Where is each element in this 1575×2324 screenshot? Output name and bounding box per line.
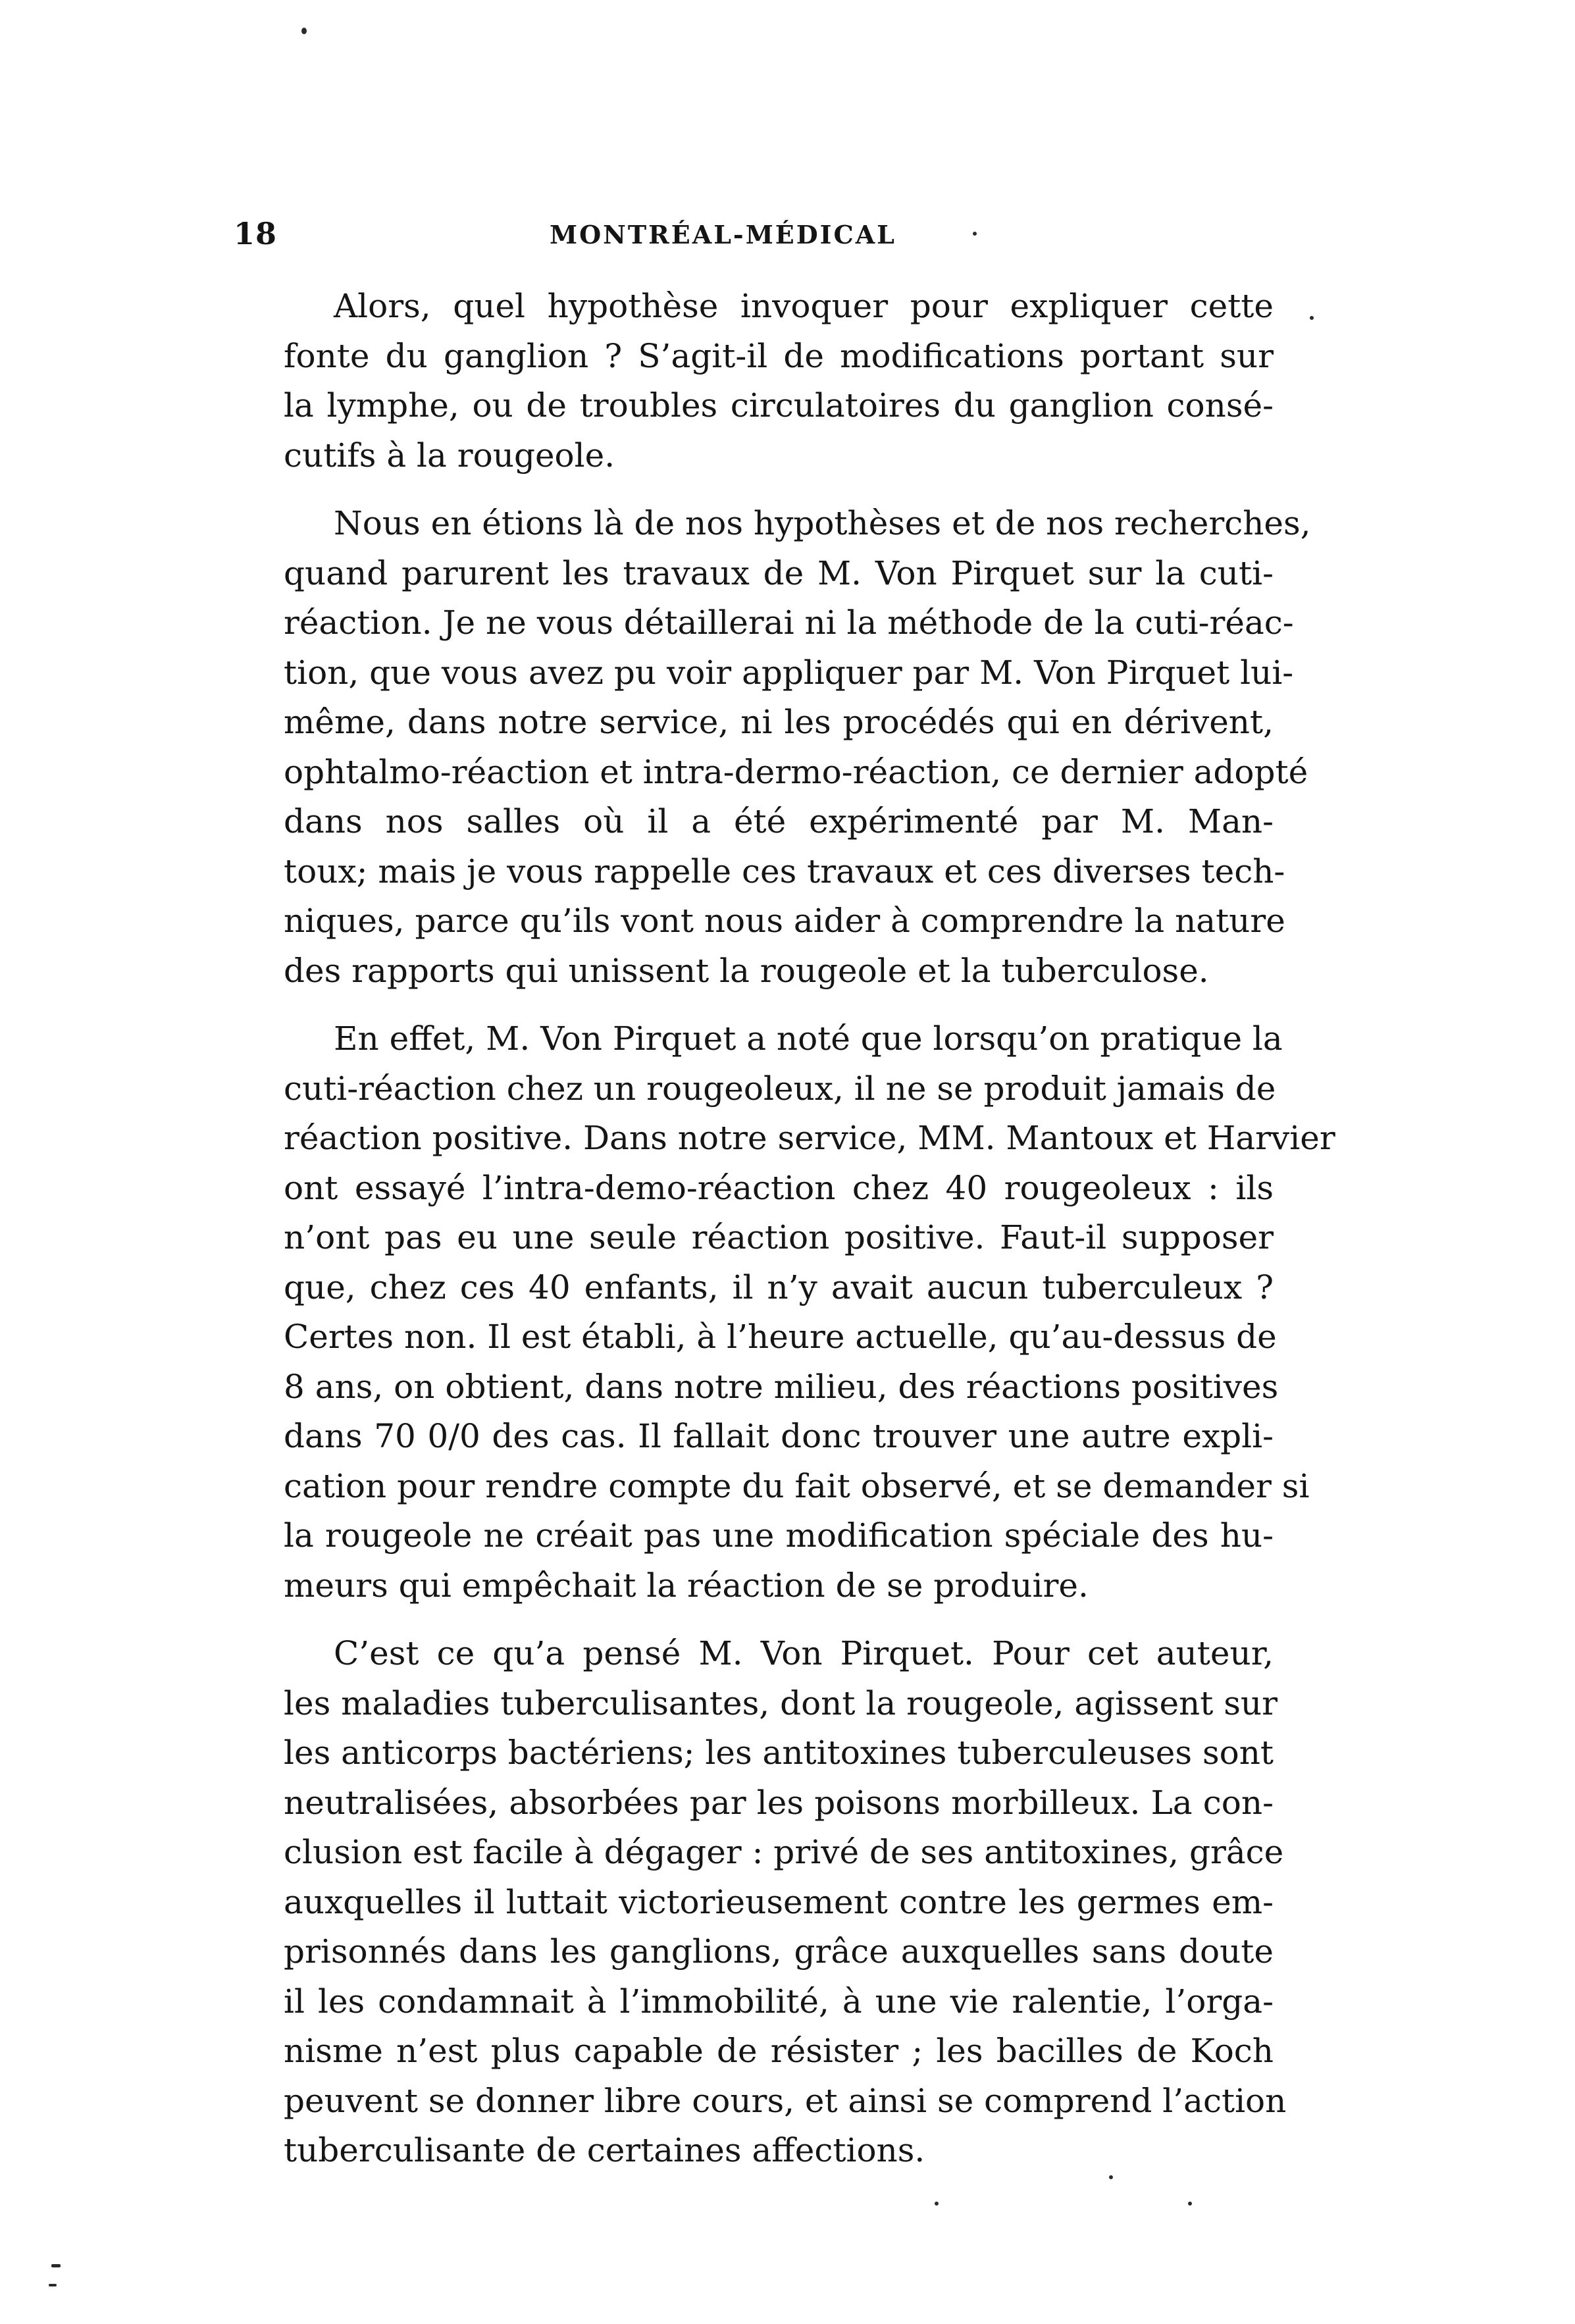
paragraph-2 (234, 499, 1311, 996)
text-line: cation pour rendre compte du fait observé, et se demander si (284, 1466, 1310, 1505)
scan-speck (1109, 2175, 1113, 2179)
text-line: n’ont pas eu une seule réaction positive. Faut-il supposer (284, 1218, 1274, 1256)
text-line: dans 70 0/0 des cas. Il fallait donc trouver une autre expli- (284, 1417, 1274, 1455)
text-line: Alors, quel hypothèse invoquer pour expliquer cette (334, 287, 1274, 325)
text-line: la rougeole ne créait pas une modification spéciale des hu- (284, 1516, 1274, 1555)
text-line: il les condamnait à l’immobilité, à une vie ralentie, l’orga- (284, 1982, 1274, 2021)
text-line: nisme n’est plus capable de résister ; les bacilles de Koch (284, 2032, 1274, 2070)
text-line: neutralisées, absorbées par les poisons morbilleux. La con- (284, 1783, 1274, 1822)
scan-speck (49, 2284, 57, 2286)
text-line: même, dans notre service, ni les procédés qui en dérivent, (284, 703, 1274, 741)
scan-speck (1310, 316, 1314, 320)
text-line: Certes non. Il est établi, à l’heure actuelle, qu’au-dessus de (284, 1318, 1277, 1356)
text-line: réaction positive. Dans notre service, MM. Mantoux et Harvier (284, 1119, 1335, 1157)
text-line: ophtalmo-réaction et intra-dermo-réaction, ce dernier adopté (284, 752, 1308, 791)
text-line: meurs qui empêchait la réaction de se produire. (284, 1566, 1089, 1605)
text-line: quand parurent les travaux de M. Von Pirquet sur la cuti- (284, 554, 1274, 592)
text-line: Nous en étions là de nos hypothèses et de nos recherches, (334, 504, 1311, 542)
page-number: 18 (234, 216, 278, 251)
text-line: les anticorps bactériens; les antitoxines tuberculeuses sont (284, 1734, 1274, 1772)
text-line: cutifs à la rougeole. (284, 436, 615, 475)
text-line: prisonnés dans les ganglions, grâce auxquelles sans doute (284, 1932, 1274, 1971)
text-line: 8 ans, on obtient, dans notre milieu, des réactions positives (284, 1367, 1279, 1406)
text-line: la lymphe, ou de troubles circulatoires du ganglion consé- (284, 386, 1274, 425)
text-line: dans nos salles où il a été expérimenté par M. Man- (284, 802, 1274, 840)
text-line: réaction. Je ne vous détaillerai ni la méthode de la cuti-réac- (284, 604, 1294, 642)
scan-speck (1188, 2202, 1192, 2206)
scan-speck (973, 232, 977, 236)
text-line: les maladies tuberculisantes, dont la rougeole, agissent sur (284, 1684, 1278, 1722)
paragraph-3 (234, 1014, 1335, 1611)
text-line: auxquelles il luttait victorieusement contre les germes em- (284, 1882, 1274, 1921)
body-text (234, 282, 1335, 2194)
paragraph-1 (234, 282, 1274, 480)
scan-speck (301, 28, 307, 34)
text-line: clusion est facile à dégager : privé de ses antitoxines, grâce (284, 1833, 1284, 1871)
text-line: cuti-réaction chez un rougeoleux, il ne se produit jamais de (284, 1069, 1276, 1108)
text-line: fonte du ganglion ? S’agit-il de modifications portant sur (284, 336, 1274, 375)
scan-speck (935, 2202, 939, 2206)
running-head: MONTRÉAL-MÉDICAL (550, 220, 896, 249)
text-line: peuvent se donner libre cours, et ainsi se comprend l’action (284, 2081, 1287, 2120)
scan-speck (51, 2264, 61, 2267)
text-line: En effet, M. Von Pirquet a noté que lorsqu’on pratique la (334, 1020, 1283, 1058)
text-line: C’est ce qu’a pensé M. Von Pirquet. Pour cet auteur, (334, 1634, 1274, 1672)
text-line: que, chez ces 40 enfants, il n’y avait aucun tuberculeux ? (284, 1268, 1274, 1306)
text-line: ont essayé l’intra-demo-réaction chez 40 rougeoleux : ils (284, 1168, 1274, 1207)
page-header (234, 216, 1287, 255)
text-line: tuberculisante de certaines affections. (284, 2131, 925, 2169)
text-line: tion, que vous avez pu voir appliquer par M. Von Pirquet lui- (284, 653, 1294, 692)
paragraph-4 (234, 1629, 1287, 2176)
text-line: des rapports qui unissent la rougeole et la tuberculose. (284, 951, 1209, 990)
text-line: niques, parce qu’ils vont nous aider à comprendre la nature (284, 902, 1285, 940)
text-line: toux; mais je vous rappelle ces travaux et ces diverses tech- (284, 852, 1285, 891)
